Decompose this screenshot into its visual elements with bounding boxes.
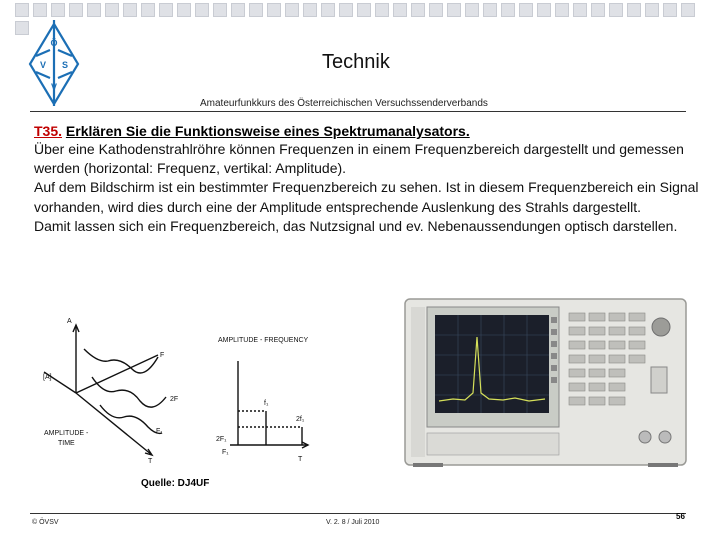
oevsv-logo <box>26 18 82 108</box>
label-2f1: 2f₁ <box>296 416 305 423</box>
label-f: F <box>160 352 165 359</box>
question-number: T35. <box>34 123 63 139</box>
label-a: A <box>67 318 72 325</box>
paragraph: Damit lassen sich ein Frequenzbereich, das Nutzsignal und ev. Nebenaussendungen optisch darstellen. <box>34 217 678 234</box>
label-f1: F₁ <box>156 428 163 435</box>
logo-letter-4: V <box>50 82 58 92</box>
logo-letter-3: S <box>61 60 69 70</box>
label-t: T <box>148 458 153 465</box>
logo-letter-1: Ö <box>50 38 58 48</box>
spectrum-diagram <box>40 305 385 470</box>
page-title: Technik <box>322 51 390 73</box>
decorative-squares <box>0 0 720 40</box>
top-divider <box>30 111 686 112</box>
logo-letter-2: V <box>39 60 47 70</box>
image-source: Quelle: DJ4UF <box>141 478 210 489</box>
page-subtitle: Amateurfunkkurs des Österreichischen Versuchssenderverbands <box>200 98 488 109</box>
label-small-t: T <box>298 456 303 463</box>
wave-2f <box>92 377 166 407</box>
paragraph: Über eine Kathodenstrahlröhre können Frequenzen in einem Frequenzbereich dargestellt und gemessen werden (horizontal: Frequenz, vertikal: Amplitude). <box>34 141 684 177</box>
label-2f: 2F <box>170 396 179 403</box>
label-amplitude-frequency: AMPLITUDE - FREQUENCY <box>218 337 309 344</box>
label-amplitude-time: AMPLITUDE - <box>44 430 89 437</box>
paragraph: Auf dem Bildschirm ist ein bestimmter Frequenzbereich zu sehen. Ist in diesem Frequenzbereich ein Signal vorhanden, wird dies durch eine der Amplitude entsprechende Auslenkung des Strahls dargestellt. <box>34 179 699 215</box>
label-small-f1: f₁ <box>264 400 269 407</box>
wave-f1 <box>100 405 162 433</box>
question-text: Erklären Sie die Funktionsweise eines Spektrumanalysators. <box>65 123 470 139</box>
label-f1-axis: F₁ <box>222 449 229 456</box>
answer-text <box>34 140 706 236</box>
footer-version: V. 2. 8 / Juli 2010 <box>326 519 380 526</box>
footer-copyright: © ÖVSV <box>32 519 59 526</box>
bottom-divider <box>30 513 686 514</box>
question-heading <box>34 123 704 140</box>
analyzer-screen <box>435 315 549 413</box>
tuning-knob <box>652 318 670 336</box>
label-time: TIME <box>58 440 75 447</box>
wave-f <box>84 349 158 373</box>
label-bracket-a: [A] <box>43 374 52 381</box>
spectrum-analyzer-image <box>403 297 688 467</box>
label-2f1-axis: 2F₁ <box>216 436 227 443</box>
page-number: 56 <box>676 512 685 521</box>
